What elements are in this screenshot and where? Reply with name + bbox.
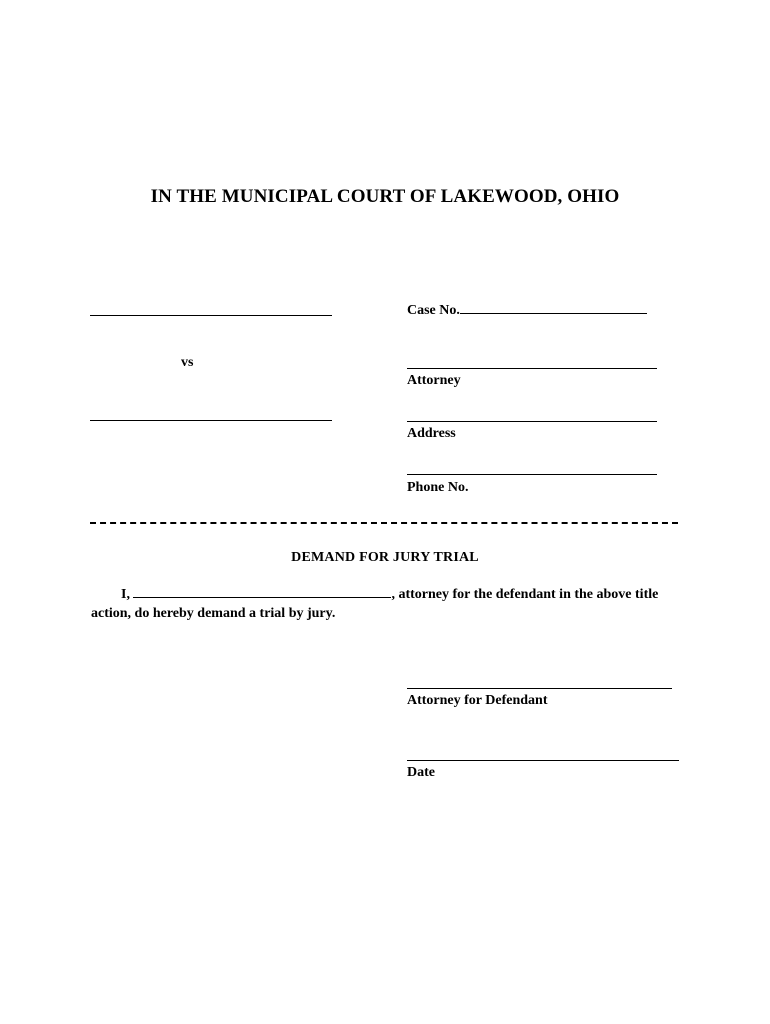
demand-text-start: I, (121, 587, 130, 602)
attorney-label: Attorney (407, 373, 461, 388)
address-label: Address (407, 426, 456, 441)
phone-line[interactable] (407, 474, 657, 475)
date-label: Date (407, 765, 435, 780)
case-number-field (407, 301, 647, 319)
address-line[interactable] (407, 421, 657, 422)
demand-text-end: , attorney for the defendant in the above title action, do hereby demand a trial by jury. (91, 587, 659, 621)
court-title: IN THE MUNICIPAL COURT OF LAKEWOOD, OHIO (150, 186, 620, 207)
defendant-name-line[interactable] (90, 420, 332, 421)
demand-heading: DEMAND FOR JURY TRIAL (291, 550, 479, 565)
attorney-for-defendant-label: Attorney for Defendant (407, 693, 548, 708)
date-line[interactable] (407, 760, 679, 761)
case-number-line[interactable] (460, 301, 647, 314)
versus-label: vs (181, 355, 194, 370)
plaintiff-name-line[interactable] (90, 315, 332, 316)
dashed-separator (90, 522, 678, 524)
case-number-label: Case No. (407, 303, 460, 318)
attorney-signature-line[interactable] (407, 688, 672, 689)
demand-paragraph (91, 585, 661, 623)
attorney-line[interactable] (407, 368, 657, 369)
phone-label: Phone No. (407, 480, 469, 495)
attorney-name-blank[interactable] (133, 585, 391, 598)
